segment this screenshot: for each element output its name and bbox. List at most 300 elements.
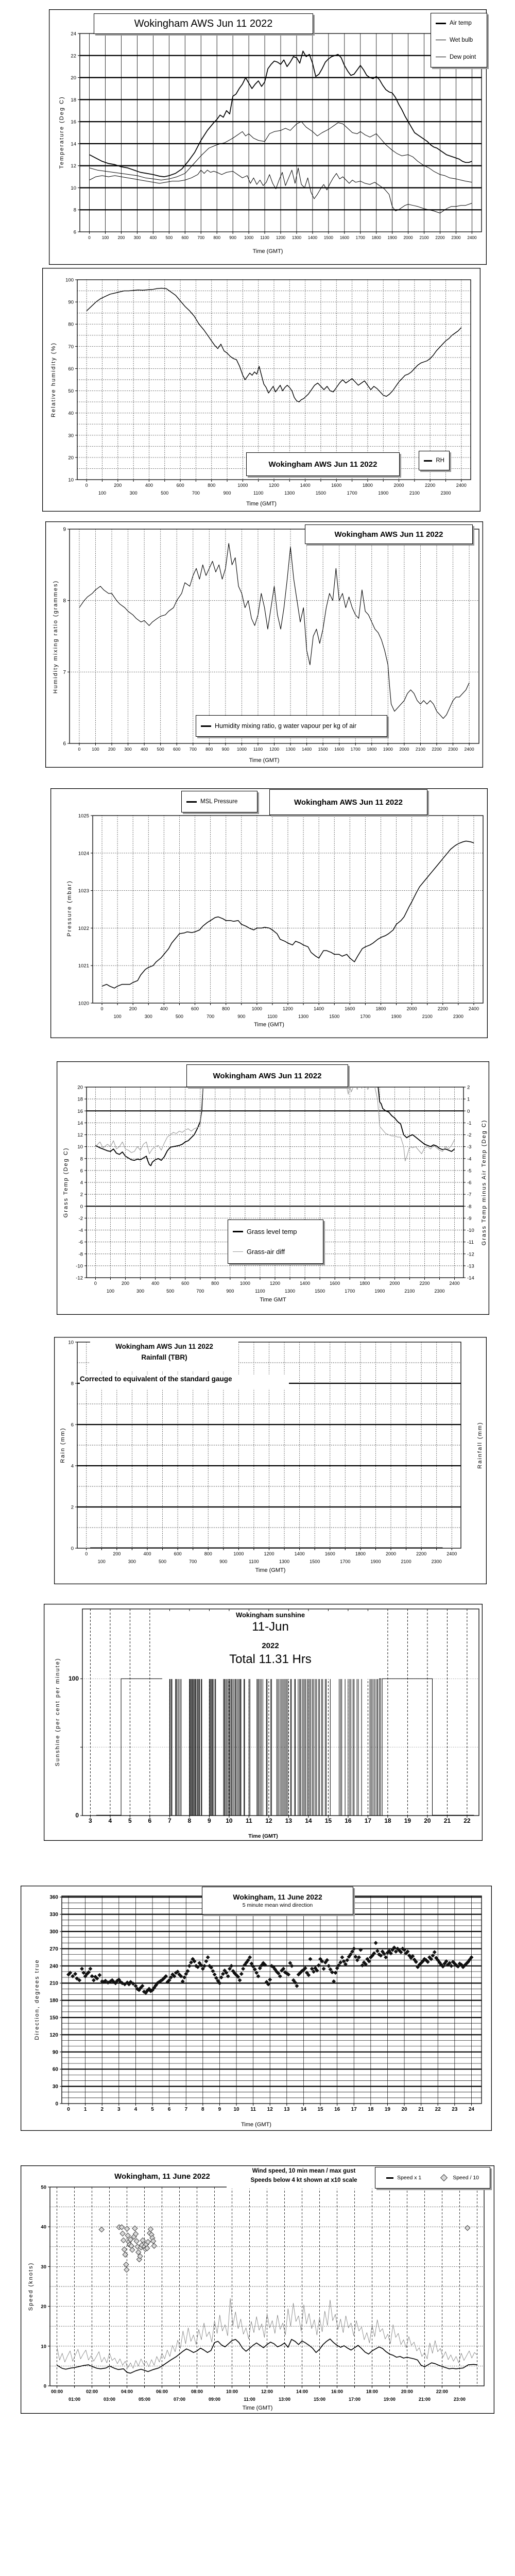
svg-text:1800: 1800 [371, 235, 381, 240]
svg-text:8: 8 [63, 598, 66, 604]
svg-text:1200: 1200 [276, 235, 286, 240]
svg-text:2: 2 [80, 1192, 83, 1198]
svg-text:18: 18 [77, 1096, 83, 1103]
svg-text:2000: 2000 [403, 235, 413, 240]
chart-title-box [246, 452, 400, 476]
svg-text:800: 800 [211, 1281, 219, 1286]
svg-text:15: 15 [324, 1817, 332, 1824]
svg-text:11:00: 11:00 [244, 2397, 255, 2402]
legend-item: Speed x 1 [386, 2175, 421, 2181]
svg-text:2200: 2200 [435, 235, 445, 240]
svg-text:90: 90 [52, 2049, 58, 2056]
svg-text:1300: 1300 [285, 1289, 296, 1294]
svg-text:300: 300 [133, 235, 141, 240]
svg-text:400: 400 [140, 747, 148, 752]
svg-text:-8: -8 [467, 1204, 472, 1210]
svg-text:100: 100 [106, 1289, 114, 1294]
chart-subtitle: 5 minute mean wind direction [242, 1902, 313, 1908]
svg-text:1400: 1400 [300, 1281, 311, 1286]
svg-text:0: 0 [85, 1551, 88, 1556]
svg-text:18: 18 [71, 97, 76, 103]
svg-text:5: 5 [151, 2107, 154, 2112]
svg-text:200: 200 [129, 1006, 137, 1011]
svg-text:30: 30 [41, 2264, 46, 2270]
legend-item: RH [424, 457, 444, 464]
svg-text:1021: 1021 [78, 963, 89, 969]
svg-text:1500: 1500 [323, 235, 333, 240]
chart-title: Wokingham AWS Jun 11 2022 [334, 530, 443, 539]
svg-text:15:00: 15:00 [313, 2397, 325, 2402]
svg-text:14: 14 [77, 1120, 83, 1126]
svg-text:1300: 1300 [279, 1559, 290, 1564]
svg-text:600: 600 [191, 1006, 199, 1011]
legend-item: Grass-air diff [233, 1248, 318, 1256]
svg-text:1700: 1700 [340, 1559, 351, 1564]
legend-item: Grass level temp [233, 1228, 318, 1235]
svg-text:2300: 2300 [440, 490, 451, 496]
svg-text:13: 13 [285, 1817, 293, 1824]
svg-text:12: 12 [267, 2107, 273, 2112]
svg-text:2200: 2200 [419, 1281, 430, 1286]
svg-text:2100: 2100 [409, 490, 420, 496]
svg-text:20:00: 20:00 [401, 2389, 413, 2394]
svg-text:1: 1 [83, 2107, 87, 2112]
svg-text:1500: 1500 [318, 747, 328, 752]
svg-text:10:00: 10:00 [226, 2389, 238, 2394]
svg-text:1900: 1900 [370, 1559, 381, 1564]
svg-text:-2: -2 [78, 1215, 83, 1222]
svg-text:10: 10 [233, 2107, 239, 2112]
svg-text:1300: 1300 [298, 1014, 309, 1019]
svg-text:14:00: 14:00 [296, 2389, 308, 2394]
svg-text:1500: 1500 [315, 1289, 325, 1294]
pressure-legend [181, 791, 258, 812]
svg-text:20: 20 [71, 75, 76, 81]
chart-year: 2022 [262, 1641, 279, 1650]
humidity-chart [42, 268, 480, 512]
humidity-legend [419, 451, 450, 470]
svg-text:1700: 1700 [355, 235, 365, 240]
svg-text:1500: 1500 [315, 490, 326, 496]
svg-text:400: 400 [160, 1006, 168, 1011]
svg-text:300: 300 [49, 1929, 58, 1935]
svg-text:400: 400 [151, 1281, 160, 1286]
svg-text:2: 2 [100, 2107, 104, 2112]
svg-text:-7: -7 [467, 1192, 472, 1198]
svg-text:1800: 1800 [362, 483, 373, 488]
mixing-ratio-chart [45, 521, 483, 768]
svg-text:1025: 1025 [78, 813, 89, 819]
svg-text:50: 50 [41, 2184, 46, 2191]
svg-text:1000: 1000 [236, 747, 247, 752]
svg-text:1200: 1200 [269, 1281, 281, 1286]
svg-text:300: 300 [144, 1014, 152, 1019]
svg-text:1900: 1900 [374, 1289, 385, 1294]
y-axis-label: Rain (mm) [60, 1427, 66, 1463]
svg-text:6: 6 [71, 1422, 74, 1428]
svg-text:1500: 1500 [329, 1014, 340, 1019]
svg-text:10: 10 [68, 477, 74, 483]
x-axis-label: Time (GMT) [248, 1833, 278, 1839]
svg-text:2200: 2200 [425, 483, 436, 488]
svg-text:1500: 1500 [310, 1559, 320, 1564]
line-sample-icon [424, 460, 432, 462]
svg-text:10: 10 [41, 2344, 46, 2350]
grass-temp-plot [57, 1061, 489, 1315]
svg-text:1700: 1700 [345, 1289, 355, 1294]
svg-text:7: 7 [184, 2107, 188, 2112]
svg-text:700: 700 [189, 1559, 197, 1564]
grass-legend [228, 1219, 323, 1264]
svg-text:1100: 1100 [253, 747, 263, 752]
svg-text:2000: 2000 [389, 1281, 400, 1286]
svg-text:9: 9 [208, 1817, 211, 1824]
svg-text:10: 10 [77, 1144, 83, 1150]
chart-title: Wokingham, 11 June 2022 [85, 2172, 239, 2184]
svg-text:4: 4 [80, 1180, 83, 1186]
svg-text:21: 21 [418, 2107, 424, 2112]
rainfall-chart [54, 1337, 487, 1584]
chart-note-block: Wind speed, 10 min mean / max gust Speeds below 4 kt shown at x10 scale [227, 2167, 381, 2189]
svg-text:6: 6 [167, 2107, 171, 2112]
svg-text:900: 900 [223, 490, 231, 496]
svg-text:1400: 1400 [300, 483, 311, 488]
svg-text:22: 22 [464, 1817, 471, 1824]
svg-text:800: 800 [205, 747, 213, 752]
svg-text:400: 400 [149, 235, 157, 240]
svg-text:6: 6 [148, 1817, 152, 1824]
svg-text:1300: 1300 [284, 490, 295, 496]
svg-text:200: 200 [122, 1281, 130, 1286]
svg-text:2300: 2300 [431, 1559, 442, 1564]
svg-text:9: 9 [63, 527, 66, 533]
svg-text:1700: 1700 [360, 1014, 371, 1019]
chart-title: Wokingham, 11 June 2022 [233, 1893, 322, 1901]
chart-title: Wokingham AWS Jun 11 2022 [134, 18, 273, 29]
line-sample-icon [233, 1231, 243, 1232]
svg-text:0: 0 [85, 483, 88, 488]
svg-text:2100: 2100 [422, 1014, 433, 1019]
svg-text:2400: 2400 [447, 1551, 457, 1556]
svg-text:900: 900 [226, 1289, 234, 1294]
svg-text:10: 10 [71, 185, 76, 191]
chart-title-box [202, 1887, 353, 1914]
svg-text:1100: 1100 [249, 1559, 259, 1564]
svg-text:18: 18 [368, 2107, 374, 2112]
sunshine-chart [44, 1604, 483, 1841]
svg-text:24: 24 [468, 2107, 475, 2112]
svg-text:1100: 1100 [267, 1014, 278, 1019]
svg-text:2200: 2200 [432, 747, 442, 752]
svg-text:22: 22 [435, 2107, 441, 2112]
svg-text:2400: 2400 [456, 483, 467, 488]
svg-text:200: 200 [108, 747, 116, 752]
svg-text:1022: 1022 [78, 925, 89, 931]
svg-text:4: 4 [108, 1817, 112, 1824]
svg-text:360: 360 [49, 1894, 58, 1901]
svg-text:6: 6 [63, 741, 66, 747]
svg-text:10: 10 [68, 1340, 74, 1346]
svg-text:19: 19 [404, 1817, 411, 1824]
svg-text:-11: -11 [467, 1240, 474, 1246]
y-axis-label: Sunshine (per cent per minute) [55, 1657, 61, 1767]
svg-text:1100: 1100 [260, 235, 269, 240]
svg-text:1700: 1700 [350, 747, 360, 752]
svg-text:800: 800 [204, 1551, 212, 1556]
svg-text:1200: 1200 [268, 483, 280, 488]
svg-text:09:00: 09:00 [209, 2397, 221, 2402]
svg-text:2: 2 [467, 1084, 470, 1091]
x-axis-label: Time (GMT) [241, 2122, 271, 2128]
svg-text:1400: 1400 [302, 747, 312, 752]
wind-speed-plot [21, 2165, 494, 2414]
svg-text:16: 16 [345, 1817, 352, 1824]
svg-text:12:00: 12:00 [261, 2389, 273, 2394]
svg-text:700: 700 [192, 490, 200, 496]
svg-text:13:00: 13:00 [278, 2397, 291, 2402]
svg-text:1200: 1200 [264, 1551, 274, 1556]
svg-text:18: 18 [384, 1817, 391, 1824]
y-axis-label-right: Rainfall (mm) [477, 1421, 483, 1469]
svg-text:100: 100 [97, 1559, 106, 1564]
svg-text:23: 23 [452, 2107, 458, 2112]
line-sample-icon [186, 801, 197, 803]
chart-title: Wokingham AWS Jun 11 2022 [294, 798, 403, 807]
svg-text:700: 700 [207, 1014, 215, 1019]
chart-title: Wokingham sunshine [235, 1611, 305, 1619]
svg-text:1000: 1000 [244, 235, 254, 240]
svg-text:100: 100 [65, 277, 74, 283]
svg-text:2200: 2200 [437, 1006, 448, 1011]
svg-text:-10: -10 [467, 1228, 474, 1233]
svg-text:1800: 1800 [375, 1006, 386, 1011]
svg-text:2400: 2400 [468, 1006, 479, 1011]
svg-text:-4: -4 [467, 1156, 472, 1162]
svg-text:22:00: 22:00 [436, 2389, 448, 2394]
svg-text:19: 19 [384, 2107, 391, 2112]
line-sample-icon [386, 2177, 393, 2179]
svg-text:1600: 1600 [334, 747, 345, 752]
svg-text:8: 8 [73, 207, 76, 213]
svg-text:8: 8 [80, 1156, 83, 1162]
svg-text:16: 16 [77, 1108, 83, 1114]
x-axis-label: Time GMT [260, 1297, 286, 1303]
svg-text:3: 3 [117, 2107, 121, 2112]
svg-text:700: 700 [189, 747, 197, 752]
rainfall-plot [54, 1337, 487, 1584]
x-axis-label: Time (GMT) [252, 248, 283, 255]
svg-text:0: 0 [88, 235, 91, 240]
svg-text:500: 500 [175, 1014, 183, 1019]
svg-text:14: 14 [305, 1817, 312, 1824]
line-sample-icon [436, 23, 446, 24]
svg-text:21: 21 [443, 1817, 451, 1824]
svg-text:1000: 1000 [239, 1281, 250, 1286]
svg-text:180: 180 [49, 1998, 58, 2004]
y-axis-label: Relative humidity (%) [50, 342, 57, 417]
x-axis-label: Time (GMT) [254, 1022, 284, 1028]
svg-text:16: 16 [71, 119, 76, 125]
svg-text:2400: 2400 [464, 747, 474, 752]
diamond-marker-icon [440, 2174, 448, 2181]
grass-temp-chart [57, 1061, 489, 1315]
svg-text:0: 0 [467, 1108, 470, 1114]
chart-title-block [162, 1611, 379, 1679]
svg-text:800: 800 [208, 483, 216, 488]
svg-text:1000: 1000 [237, 483, 248, 488]
svg-text:80: 80 [68, 321, 74, 328]
svg-text:30: 30 [52, 2084, 58, 2090]
svg-text:1400: 1400 [294, 1551, 305, 1556]
svg-text:4: 4 [134, 2107, 138, 2112]
svg-text:12: 12 [77, 1132, 83, 1138]
svg-text:-6: -6 [467, 1180, 472, 1186]
svg-text:1900: 1900 [378, 490, 389, 496]
svg-text:2100: 2100 [415, 747, 425, 752]
svg-text:1900: 1900 [387, 235, 397, 240]
chart-title: Wokingham AWS Jun 11 2022 [115, 1343, 213, 1350]
svg-text:900: 900 [219, 1559, 228, 1564]
svg-text:22: 22 [71, 53, 76, 59]
legend-item: Air temp [436, 20, 482, 26]
svg-text:00:00: 00:00 [51, 2389, 63, 2394]
svg-text:10: 10 [226, 1817, 233, 1824]
svg-text:-3: -3 [467, 1144, 472, 1150]
svg-text:1020: 1020 [78, 1001, 89, 1007]
svg-text:6: 6 [80, 1168, 83, 1174]
svg-text:1800: 1800 [355, 1551, 366, 1556]
svg-text:2400: 2400 [467, 235, 477, 240]
svg-text:11: 11 [246, 1817, 252, 1824]
svg-text:240: 240 [49, 1963, 58, 1970]
wind-direction-plot [21, 1886, 492, 2131]
svg-text:20: 20 [77, 1084, 83, 1091]
svg-text:40: 40 [68, 411, 74, 417]
svg-text:-9: -9 [467, 1215, 472, 1222]
svg-text:100: 100 [98, 490, 107, 496]
temperature-legend [431, 13, 487, 67]
svg-text:1800: 1800 [359, 1281, 370, 1286]
svg-text:-13: -13 [467, 1263, 474, 1269]
svg-text:-8: -8 [78, 1251, 83, 1258]
svg-text:600: 600 [176, 483, 184, 488]
svg-text:800: 800 [222, 1006, 230, 1011]
svg-text:500: 500 [165, 235, 173, 240]
line-sample-icon [201, 725, 211, 727]
svg-text:1300: 1300 [291, 235, 302, 240]
svg-text:270: 270 [49, 1946, 58, 1952]
temperature-plot [49, 9, 487, 265]
svg-text:16: 16 [334, 2107, 340, 2112]
y-axis-label: Temperature (Deg C) [59, 96, 65, 169]
svg-text:-5: -5 [467, 1168, 472, 1174]
svg-text:-4: -4 [78, 1228, 83, 1233]
svg-text:600: 600 [181, 1281, 190, 1286]
svg-text:1: 1 [467, 1096, 470, 1103]
y-axis-label: Grass Temp (Deg C) [63, 1147, 69, 1218]
svg-text:100: 100 [101, 235, 109, 240]
x-axis-label: Time (GMT) [255, 1567, 286, 1573]
svg-text:16:00: 16:00 [331, 2389, 343, 2394]
svg-text:1900: 1900 [391, 1014, 402, 1019]
svg-text:2300: 2300 [451, 235, 461, 240]
wind-direction-chart [21, 1886, 492, 2131]
chart-note: Corrected to equivalent of the standard gauge [80, 1375, 289, 1389]
svg-text:2000: 2000 [385, 1551, 397, 1556]
y-axis-label: Pressure (mbar) [66, 880, 73, 937]
svg-text:300: 300 [129, 490, 138, 496]
svg-text:06:00: 06:00 [156, 2389, 168, 2394]
svg-text:1600: 1600 [331, 483, 342, 488]
svg-text:500: 500 [159, 1559, 167, 1564]
svg-text:1300: 1300 [285, 747, 296, 752]
svg-text:2: 2 [71, 1504, 74, 1511]
legend-item: MSL Pressure [186, 799, 252, 805]
svg-text:210: 210 [49, 1980, 58, 1987]
svg-text:1200: 1200 [269, 747, 280, 752]
svg-text:1024: 1024 [78, 851, 89, 857]
mixing-ratio-legend [196, 715, 387, 737]
svg-text:70: 70 [68, 344, 74, 350]
svg-text:600: 600 [174, 1551, 182, 1556]
svg-text:200: 200 [117, 235, 125, 240]
svg-text:2000: 2000 [393, 483, 404, 488]
temperature-chart [49, 9, 487, 265]
svg-text:500: 500 [157, 747, 164, 752]
svg-text:2000: 2000 [406, 1006, 417, 1011]
svg-text:2100: 2100 [401, 1559, 411, 1564]
svg-text:600: 600 [173, 747, 181, 752]
svg-text:100: 100 [92, 747, 99, 752]
x-axis-label: Time (GMT) [249, 757, 280, 764]
svg-text:600: 600 [181, 235, 189, 240]
x-axis-label: Time (GMT) [242, 2405, 273, 2411]
svg-text:100: 100 [113, 1014, 122, 1019]
svg-text:300: 300 [136, 1289, 145, 1294]
svg-text:4: 4 [71, 1463, 74, 1469]
line-sample-icon [233, 1251, 243, 1252]
svg-text:0: 0 [94, 1281, 97, 1286]
svg-text:1400: 1400 [307, 235, 318, 240]
svg-text:1000: 1000 [251, 1006, 262, 1011]
svg-text:7: 7 [168, 1817, 171, 1824]
svg-text:200: 200 [113, 1551, 121, 1556]
y-axis-label-right: Grass Temp minus Air Temp (Deg C) [481, 1119, 487, 1246]
svg-text:20: 20 [68, 455, 74, 461]
pressure-plot [50, 788, 488, 1038]
svg-text:150: 150 [49, 2015, 58, 2021]
svg-text:21:00: 21:00 [418, 2397, 431, 2402]
svg-text:20: 20 [401, 2107, 407, 2112]
svg-text:12: 12 [265, 1817, 272, 1824]
svg-text:40: 40 [41, 2224, 46, 2230]
svg-text:0: 0 [100, 1006, 104, 1011]
svg-text:18:00: 18:00 [366, 2389, 378, 2394]
svg-text:1200: 1200 [282, 1006, 294, 1011]
svg-text:800: 800 [213, 235, 221, 240]
svg-text:60: 60 [52, 2066, 58, 2073]
svg-text:900: 900 [237, 1014, 246, 1019]
legend-item: Humidity mixing ratio, g water vapour per kg of air [201, 722, 382, 730]
wind-speed-legend [375, 2167, 490, 2189]
svg-text:330: 330 [49, 1912, 58, 1918]
svg-text:8: 8 [71, 1381, 74, 1387]
svg-text:50: 50 [68, 388, 74, 395]
svg-text:0: 0 [71, 1546, 74, 1552]
svg-text:120: 120 [49, 2032, 58, 2038]
svg-text:500: 500 [161, 490, 169, 496]
wind-speed-chart [21, 2165, 494, 2414]
